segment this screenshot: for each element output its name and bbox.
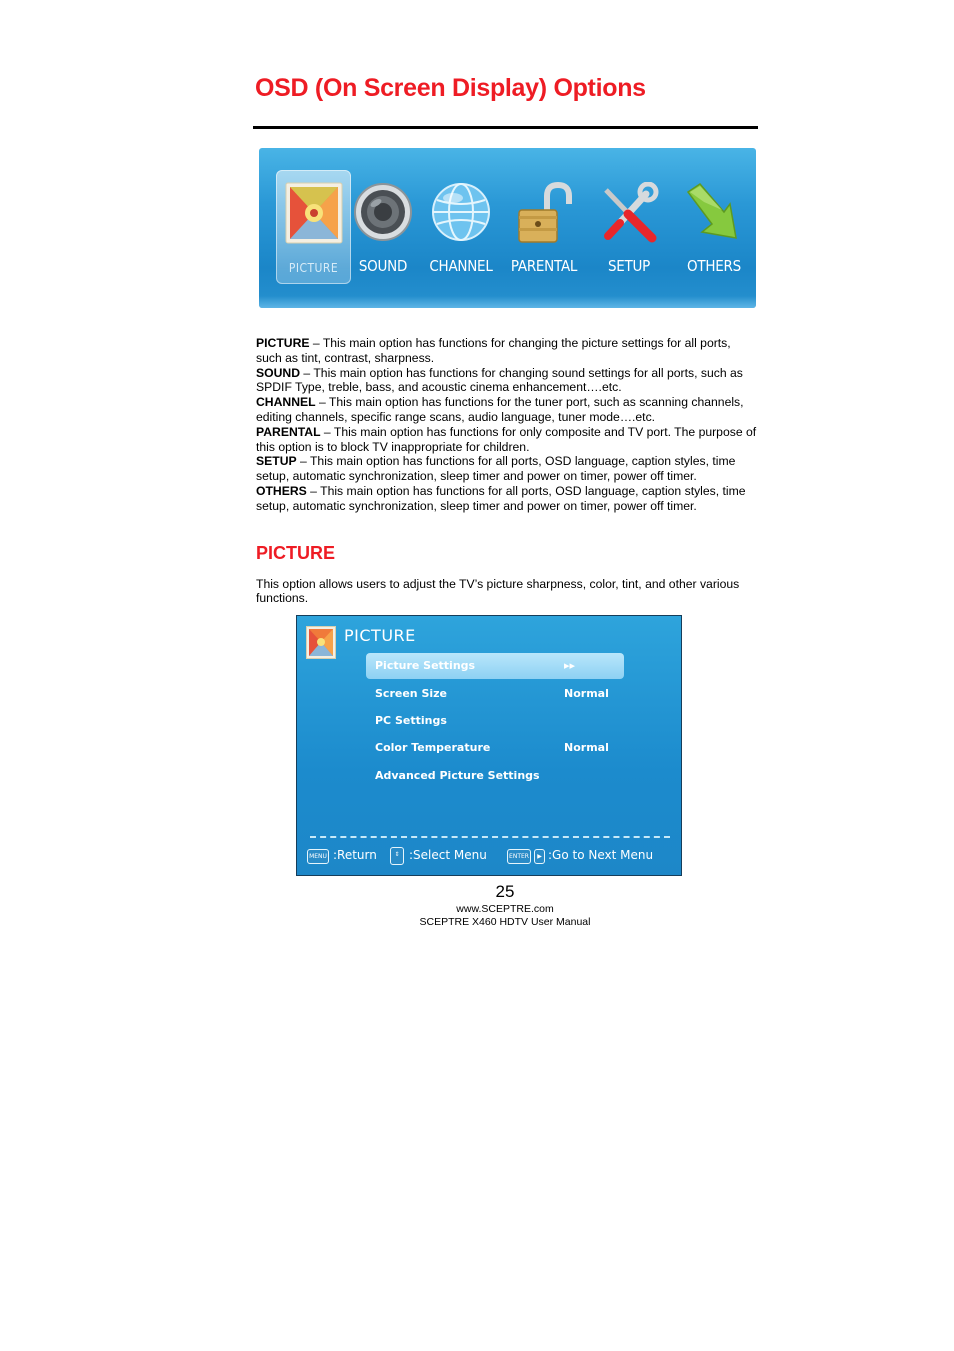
picture-icon [306, 626, 336, 659]
menu-key-icon: MENU [307, 849, 329, 864]
description-term: PARENTAL [256, 424, 321, 439]
footer-return-text: :Return [333, 848, 377, 862]
menu-label-setup: SETUP [607, 257, 651, 275]
picture-osd-menu [296, 615, 682, 876]
page-title: OSD (On Screen Display) Options [255, 74, 646, 102]
menu-row-value: Normal [564, 687, 609, 700]
menu-row-label: Advanced Picture Settings [375, 769, 540, 782]
menu-item-setup[interactable] [589, 170, 669, 284]
menu-row-pc-settings[interactable] [366, 708, 624, 734]
description-term: SOUND [256, 365, 301, 380]
title-divider [253, 126, 758, 129]
description-text: – This main option has functions for all ports, OSD language, caption styles, time setup, automatic synchronization, sleep timer and power on timer, power off timer. [256, 454, 736, 484]
menu-item-sound[interactable] [352, 170, 414, 284]
picture-menu-title: PICTURE [344, 626, 416, 645]
description-sound [256, 366, 758, 396]
padlock-icon [514, 182, 574, 244]
option-descriptions [256, 336, 758, 514]
menu-label-channel: CHANNEL [429, 257, 493, 275]
section-heading-picture: PICTURE [256, 543, 336, 563]
page-number: 25 [495, 882, 515, 901]
description-others [256, 484, 758, 514]
updown-key-icon: ⇕ [390, 847, 404, 865]
arrow-icon [684, 182, 744, 242]
section-body-picture: This option allows users to adjust the TV’s picture sharpness, color, tint, and other various functions. [256, 577, 740, 605]
footer-select-text: :Select Menu [409, 848, 487, 862]
description-text: – This main option has functions for changing the picture settings for all ports, such as tint, contrast, sharpness. [256, 336, 731, 365]
right-key-icon: ▶ [534, 849, 545, 864]
description-setup [256, 454, 758, 484]
picture-icon [285, 182, 343, 244]
menu-item-picture[interactable] [276, 170, 351, 284]
footer-manual-name: SCEPTRE X460 HDTV User Manual [419, 916, 591, 928]
description-text: – This main option has functions for changing sound settings for all ports, such as SPDIF Type, treble, bass, and acoustic cinema enhancement….etc. [256, 365, 743, 395]
tools-icon [598, 182, 660, 244]
description-channel [256, 395, 758, 425]
menu-label-parental: PARENTAL [510, 257, 578, 275]
footer-website: www.SCEPTRE.com [456, 903, 554, 915]
menu-item-others[interactable] [673, 170, 755, 284]
description-text: – This main option has functions for the tuner port, such as scanning channels, editing channels, specific range scans, audio language, tuner mode….etc. [256, 395, 744, 424]
menu-row-advanced-picture-settings[interactable] [366, 763, 624, 789]
submenu-arrow-icon: ▸▸ [564, 659, 576, 672]
description-parental [256, 425, 758, 455]
description-text: – This main option has functions for all ports, OSD language, caption styles, time setup, automatic synchronization, sleep timer and power on timer, power off timer. [256, 483, 746, 513]
description-term: PICTURE [256, 336, 310, 350]
footer-divider [310, 836, 670, 838]
menu-row-color-temperature[interactable] [366, 735, 624, 761]
menu-row-screen-size[interactable] [366, 681, 624, 707]
menu-item-channel[interactable] [422, 170, 500, 284]
menu-label-picture: PICTURE [288, 261, 339, 275]
footer-next-text: :Go to Next Menu [548, 848, 654, 862]
menu-row-label: Screen Size [375, 687, 448, 700]
enter-key-icon: ENTER [507, 849, 531, 864]
menu-row-picture-settings[interactable] [366, 653, 624, 679]
menu-label-others: OTHERS [687, 257, 741, 275]
speaker-icon [353, 182, 413, 242]
description-picture [256, 336, 758, 366]
menu-row-label: PC Settings [375, 714, 447, 727]
description-term: OTHERS [256, 483, 307, 498]
osd-main-menu [259, 148, 756, 308]
menu-label-sound: SOUND [358, 257, 408, 275]
description-term: CHANNEL [256, 395, 316, 410]
description-text: – This main option has functions for only composite and TV port. The purpose of this option is to block TV inappropriate for children. [256, 424, 757, 454]
menu-row-label: Color Temperature [375, 741, 491, 754]
menu-row-label: Picture Settings [375, 659, 476, 672]
menu-footer [304, 847, 680, 869]
globe-icon [431, 182, 491, 242]
description-term: SETUP [256, 454, 297, 469]
menu-item-parental[interactable] [504, 170, 584, 284]
menu-row-value: Normal [564, 741, 609, 754]
